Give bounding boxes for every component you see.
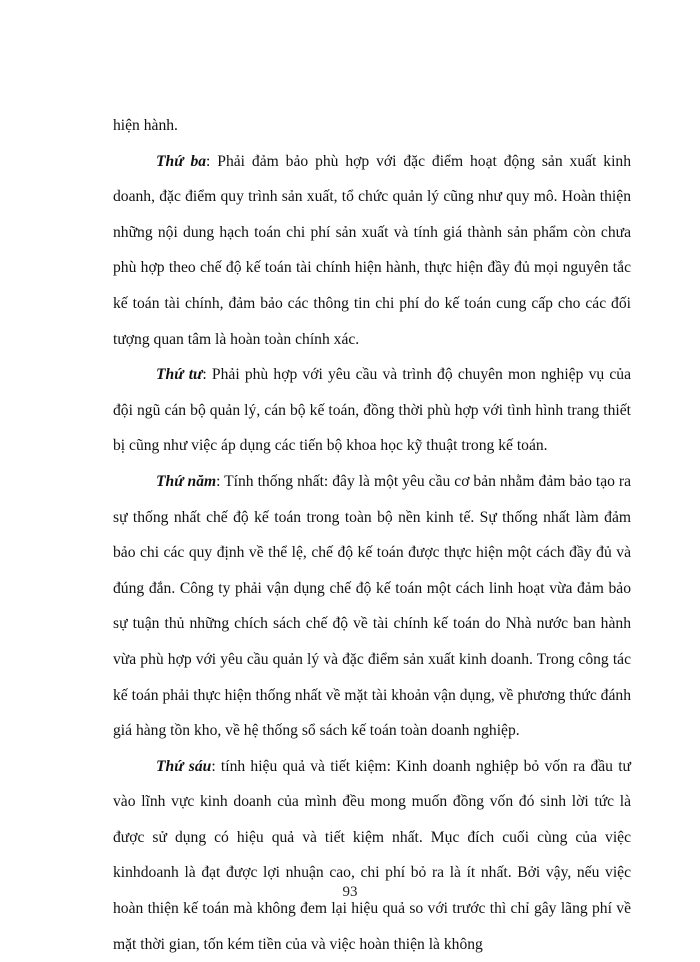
paragraph-lead: Thứ sáu [156, 757, 212, 775]
paragraph-text: : Tính thống nhất: đây là một yêu cầu cơ bản nhằm đảm bảo tạo ra sự thống nhất chế độ kế toán trong toàn bộ nền kinh tế. Sự thống nhất làm đảm bảo chi các quy định về thể lệ, chế độ kế toán được thực hiện một cách đầy đủ và đúng đắn. Công ty phải vận dụng chế độ kế toán một cách linh hoạt vừa đảm bảo sự tuận thủ những chích sách chế độ về tài chính kế toán do Nhà nước ban hành vừa phù hợp với yêu cầu quản lý và đặc điểm sản xuất kinh doanh. Trong công tác kế toán phải thực hiện thống nhất về mặt tài khoản vận dụng, về phương thức đánh giá hàng tồn kho, về hệ thống sổ sách kế toán toàn doanh nghiệp. [113, 472, 631, 740]
paragraph-thu-nam [113, 464, 631, 749]
paragraph-thu-ba [113, 144, 631, 358]
paragraph-lead: Thứ tư [156, 366, 203, 384]
body-text [113, 108, 631, 962]
paragraph-lead: Thứ ba [156, 152, 207, 170]
paragraph-continuation [113, 108, 631, 144]
page-number: 93 [342, 884, 358, 900]
paragraph-text: : tính hiệu quả và tiết kiệm: Kinh doanh nghiệp bỏ vốn ra đầu tư vào lĩnh vực kinh doanh của mình đều mong muốn đồng vốn đó sinh lời tức là được sử dụng có hiệu quả và tiết kiệm nhất. Mục đích cuối cùng của việc kinhdoanh là đạt được lợi nhuận cao, chi phí bỏ ra là ít nhất. Bởi vậy, nếu việc hoàn thiện kế toán mà không đem lại hiệu quả so với trước thì chỉ gây lãng phí về mặt thời gian, tốn kém tiền của và việc hoàn thiện là không [113, 757, 631, 953]
paragraph-thu-sau [113, 749, 631, 962]
paragraph-lead: Thứ năm [156, 472, 217, 490]
paragraph-thu-tu [113, 357, 631, 464]
paragraph-text: : Phải phù hợp với yêu cầu và trình độ chuyên mon nghiệp vụ của đội ngũ cán bộ quản lý, cán bộ kế toán, đồng thời phù hợp với tình hình trang thiết bị cũng như việc áp dụng các tiến bộ khoa học kỹ thuật trong kế toán. [113, 366, 631, 455]
paragraph-text: : Phải đảm bảo phù hợp với đặc điểm hoạt động sản xuất kinh doanh, đặc điểm quy trình sản xuất, tổ chức quản lý cũng như quy mô. Hoàn thiện những nội dung hạch toán chi phí sản xuất và tính giá thành sản phẩm còn chưa phù hợp theo chế độ kế toán tài chính hiện hành, thực hiện đầy đủ mọi nguyên tắc kế toán tài chính, đảm bảo các thông tin chi phí do kế toán cung cấp cho các đối tượng quan tâm là hoàn toàn chính xác. [113, 152, 631, 348]
paragraph-text: hiện hành. [113, 117, 178, 134]
